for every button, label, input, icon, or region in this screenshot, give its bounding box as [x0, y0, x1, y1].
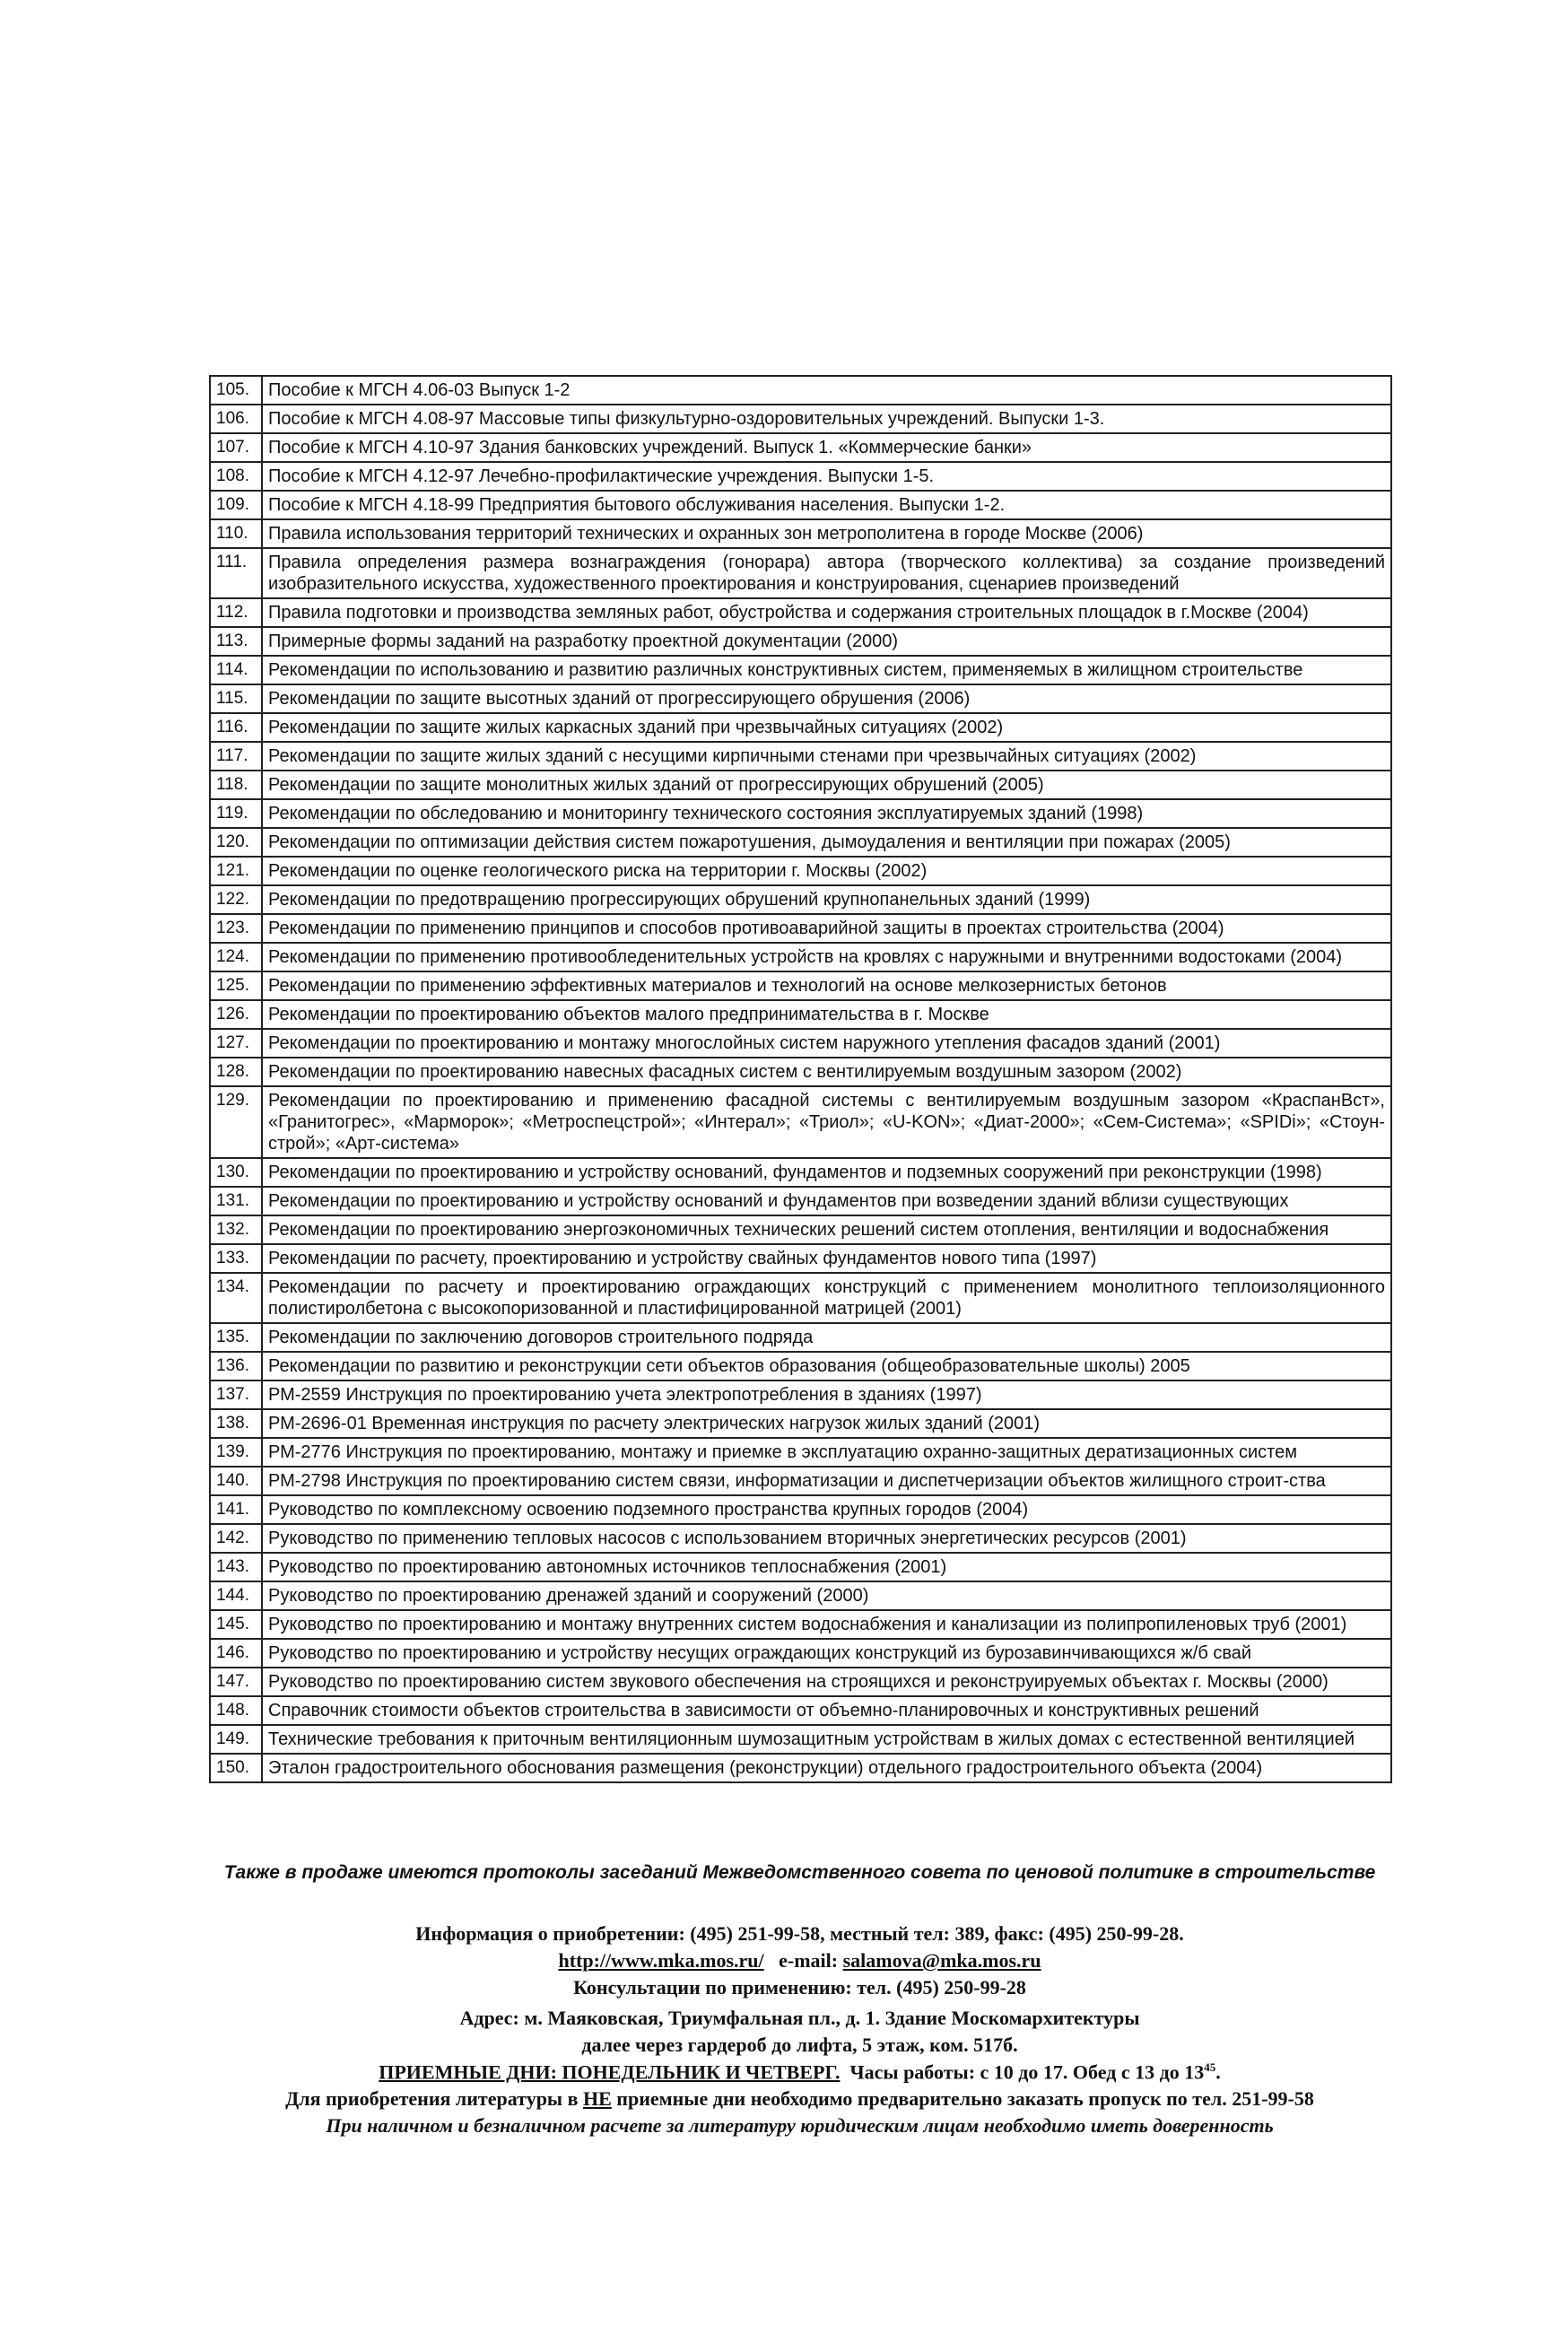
table-row — [210, 462, 1391, 491]
table-row — [210, 1610, 1391, 1639]
table-row — [210, 713, 1391, 742]
row-title: Пособие к МГСН 4.10-97 Здания банковских учреждений. Выпуск 1. «Коммерческие банки» — [262, 433, 1391, 462]
table-row — [210, 1524, 1391, 1553]
row-title: Руководство по проектированию систем звукового обеспечения на строящихся и реконструируемых объектах г. Москвы (2000) — [262, 1668, 1391, 1696]
table-row — [210, 1696, 1391, 1725]
row-title: Руководство по проектированию и монтажу внутренних систем водоснабжения и канализации из полипропиленовых труб (2001) — [262, 1610, 1391, 1639]
table-row — [210, 914, 1391, 943]
row-title: Рекомендации по проектированию энергоэкономичных технических решений систем отопления, вентиляции и водоснабжения — [262, 1215, 1391, 1244]
table-row — [210, 1553, 1391, 1581]
row-title: Руководство по проектированию и устройству несущих ограждающих конструкций из бурозавинчивающихся ж/б свай — [262, 1639, 1391, 1668]
row-title: Руководство по комплексному освоению подземного пространства крупных городов (2004) — [262, 1495, 1391, 1524]
row-number: 132. — [210, 1215, 262, 1244]
table-row — [210, 1495, 1391, 1524]
row-title: Рекомендации по защите жилых зданий с несущими кирпичными стенами при чрезвычайных ситуациях (2002) — [262, 742, 1391, 771]
row-title: Рекомендации по предотвращению прогрессирующих обрушений крупнопанельных зданий (1999) — [262, 885, 1391, 914]
row-title: Пособие к МГСН 4.12-97 Лечебно-профилактические учреждения. Выпуски 1-5. — [262, 462, 1391, 491]
row-number: 143. — [210, 1553, 262, 1581]
row-title: Рекомендации по применению эффективных материалов и технологий на основе мелкозернистых бетонов — [262, 971, 1391, 1000]
row-title: Рекомендации по расчету, проектированию и устройству свайных фундаментов нового типа (1997) — [262, 1244, 1391, 1273]
row-number: 105. — [210, 376, 262, 405]
row-title: Рекомендации по заключению договоров строительного подряда — [262, 1323, 1391, 1352]
table-row — [210, 1029, 1391, 1058]
table-row — [210, 627, 1391, 656]
row-number: 122. — [210, 885, 262, 914]
row-title: Рекомендации по защите монолитных жилых зданий от прогрессирующих обрушений (2005) — [262, 771, 1391, 799]
table-row — [210, 376, 1391, 405]
website-link[interactable]: http://www.mka.mos.ru/ — [558, 1949, 764, 1972]
hours-minutes-sup: 45 — [1204, 2060, 1216, 2074]
row-title: Рекомендации по защите высотных зданий от прогрессирующего обрушения (2006) — [262, 684, 1391, 713]
row-title: Примерные формы заданий на разработку проектной документации (2000) — [262, 627, 1391, 656]
row-number: 113. — [210, 627, 262, 656]
row-number: 141. — [210, 1495, 262, 1524]
table-row — [210, 1668, 1391, 1696]
directions-info: далее через гардероб до лифта, 5 этаж, ком. 517б. — [581, 2034, 1018, 2056]
row-number: 129. — [210, 1086, 262, 1158]
row-number: 106. — [210, 405, 262, 433]
row-number: 133. — [210, 1244, 262, 1273]
row-number: 138. — [210, 1409, 262, 1438]
row-number: 121. — [210, 857, 262, 885]
row-title: Рекомендации по расчету и проектированию ограждающих конструкций с применением монолитного теплоизоляционного полистиролбетона с высокопоризованной и пластифицированной матрицей (2001) — [262, 1273, 1391, 1323]
row-title: Рекомендации по использованию и развитию различных конструктивных систем, применяемых в жилищном строительстве — [262, 656, 1391, 684]
row-number: 128. — [210, 1058, 262, 1086]
row-title: Рекомендации по проектированию и устройству оснований, фундаментов и подземных сооружений при реконструкции (1998) — [262, 1158, 1391, 1187]
row-number: 130. — [210, 1158, 262, 1187]
row-number: 134. — [210, 1273, 262, 1323]
row-number: 117. — [210, 742, 262, 771]
table-row — [210, 1467, 1391, 1495]
row-number: 150. — [210, 1754, 262, 1782]
table-row — [210, 1639, 1391, 1668]
address-info: Адрес: м. Маяковская, Триумфальная пл., д. 1. Здание Москомархитектуры — [459, 2007, 1140, 2029]
reception-days: ПРИЕМНЫЕ ДНИ: ПОНЕДЕЛЬНИК И ЧЕТВЕРГ. — [379, 2060, 841, 2084]
table-row — [210, 1725, 1391, 1754]
row-title: Рекомендации по проектированию и применению фасадной системы с вентилируемым воздушным зазором «КраспанВст», «Гранитогрес», «Марморок»; «Метроспецстрой»; «Интерал»; «Триол»; «U-KON»; «Диат-2000»; «Сем-Система»; «SPIDi»; «Стоун-строй»; «Арт-система» — [262, 1086, 1391, 1158]
table-row — [210, 1158, 1391, 1187]
row-number: 109. — [210, 491, 262, 519]
row-number: 123. — [210, 914, 262, 943]
row-number: 142. — [210, 1524, 262, 1553]
pass-pre: Для приобретения литературы в — [285, 2087, 579, 2110]
table-row — [210, 1187, 1391, 1215]
row-title: Пособие к МГСН 4.06-03 Выпуск 1-2 — [262, 376, 1391, 405]
row-title: Рекомендации по развитию и реконструкции сети объектов образования (общеобразовательные школы) 2005 — [262, 1352, 1391, 1381]
table-row — [210, 828, 1391, 857]
row-title: Пособие к МГСН 4.18-99 Предприятия бытового обслуживания населения. Выпуски 1-2. — [262, 491, 1391, 519]
row-title: Рекомендации по применению противообледенительных устройств на кровлях с наружными и внутренними водостоками (2004) — [262, 943, 1391, 971]
row-number: 136. — [210, 1352, 262, 1381]
row-number: 137. — [210, 1381, 262, 1409]
email-label: e-mail: — [779, 1949, 839, 1972]
also-on-sale-note: Также в продаже имеются протоколы заседаний Межведомственного совета по ценовой политике в строительстве — [223, 1862, 1376, 1883]
table-row — [210, 519, 1391, 548]
table-row — [210, 857, 1391, 885]
row-title: Руководство по применению тепловых насосов с использованием вторичных энергетических ресурсов (2001) — [262, 1524, 1391, 1553]
row-title: РМ-2776 Инструкция по проектированию, монтажу и приемке в эксплуатацию охранно-защитных дератизационных систем — [262, 1438, 1391, 1467]
pass-order-info — [179, 2087, 1420, 2111]
row-title: Рекомендации по проектированию и монтажу многослойных систем наружного утепления фасадов зданий (2001) — [262, 1029, 1391, 1058]
table-row — [210, 1058, 1391, 1086]
acquisition-info: Информация о приобретении: (495) 251-99-58, местный тел: 389, факс: (495) 250-99-28. — [415, 1922, 1184, 1945]
row-title: Рекомендации по проектированию навесных фасадных систем с вентилируемым воздушным зазором (2002) — [262, 1058, 1391, 1086]
table-row — [210, 1381, 1391, 1409]
web-contacts — [179, 1949, 1420, 1973]
table-row — [210, 1754, 1391, 1782]
table-row — [210, 433, 1391, 462]
table-row — [210, 491, 1391, 519]
row-title: Рекомендации по проектированию объектов малого предпринимательства в г. Москве — [262, 1000, 1391, 1029]
hours-text: Часы работы: с 10 до 17. Обед с 13 до 13 — [849, 2060, 1205, 2084]
row-number: 149. — [210, 1725, 262, 1754]
table-row — [210, 656, 1391, 684]
table-row — [210, 742, 1391, 771]
row-number: 127. — [210, 1029, 262, 1058]
row-title: РМ-2798 Инструкция по проектированию систем связи, информатизации и диспетчеризации объектов жилищного строит-ства — [262, 1467, 1391, 1495]
table-row — [210, 1215, 1391, 1244]
consultation-info: Консультации по применению: тел. (495) 250-99-28 — [573, 1976, 1026, 1999]
row-title: Правила определения размера вознаграждения (гонорара) автора (творческого коллектива) за создание произведений изобразительного искусства, художественного проектирования и конструирования, сценариев произведений — [262, 548, 1391, 598]
row-number: 144. — [210, 1581, 262, 1610]
table-row — [210, 548, 1391, 598]
row-number: 135. — [210, 1323, 262, 1352]
table-row — [210, 684, 1391, 713]
row-number: 112. — [210, 598, 262, 627]
row-number: 140. — [210, 1467, 262, 1495]
row-title: РМ-2559 Инструкция по проектированию учета электропотребления в зданиях (1997) — [262, 1381, 1391, 1409]
publications-table-body — [210, 376, 1391, 1782]
row-number: 131. — [210, 1187, 262, 1215]
row-number: 115. — [210, 684, 262, 713]
row-number: 139. — [210, 1438, 262, 1467]
row-title: Справочник стоимости объектов строительства в зависимости от объемно-планировочных и конструктивных решений — [262, 1696, 1391, 1725]
table-row — [210, 1086, 1391, 1158]
table-row — [210, 799, 1391, 828]
row-number: 107. — [210, 433, 262, 462]
email-link[interactable]: salamova@mka.mos.ru — [842, 1949, 1041, 1972]
pass-not: НЕ — [582, 2087, 612, 2110]
row-number: 147. — [210, 1668, 262, 1696]
table-row — [210, 1409, 1391, 1438]
row-number: 124. — [210, 943, 262, 971]
table-row — [210, 1323, 1391, 1352]
row-title: Технические требования к приточным вентиляционным шумозащитным устройствам в жилых домах с естественной вентиляцией — [262, 1725, 1391, 1754]
table-row — [210, 1000, 1391, 1029]
row-number: 148. — [210, 1696, 262, 1725]
table-row — [210, 885, 1391, 914]
hours-end: . — [1215, 2060, 1221, 2084]
table-row — [210, 943, 1391, 971]
row-number: 111. — [210, 548, 262, 598]
pass-post: приемные дни необходимо предварительно заказать пропуск по тел. 251-99-58 — [616, 2087, 1314, 2110]
power-of-attorney-note: При наличном и безналичном расчете за литературу юридическим лицам необходимо иметь доверенность — [326, 2114, 1274, 2137]
row-title: Руководство по проектированию дренажей зданий и сооружений (2000) — [262, 1581, 1391, 1610]
table-row — [210, 1273, 1391, 1323]
row-number: 110. — [210, 519, 262, 548]
row-title: Рекомендации по оптимизации действия систем пожаротушения, дымоудаления и вентиляции при пожарах (2005) — [262, 828, 1391, 857]
row-title: Пособие к МГСН 4.08-97 Массовые типы физкультурно-оздоровительных учреждений. Выпуски 1-3. — [262, 405, 1391, 433]
table-row — [210, 1581, 1391, 1610]
table-row — [210, 1244, 1391, 1273]
table-row — [210, 598, 1391, 627]
row-number: 118. — [210, 771, 262, 799]
row-number: 120. — [210, 828, 262, 857]
row-number: 116. — [210, 713, 262, 742]
row-number: 126. — [210, 1000, 262, 1029]
row-number: 145. — [210, 1610, 262, 1639]
row-title: Правила подготовки и производства земляных работ, обустройства и содержания строительных площадок в г.Москве (2004) — [262, 598, 1391, 627]
row-title: Рекомендации по обследованию и мониторингу технического состояния эксплуатируемых зданий (1998) — [262, 799, 1391, 828]
row-number: 119. — [210, 799, 262, 828]
table-row — [210, 1352, 1391, 1381]
row-title: Руководство по проектированию автономных источников теплоснабжения (2001) — [262, 1553, 1391, 1581]
row-title: Правила использования территорий технических и охранных зон метрополитена в городе Москве (2006) — [262, 519, 1391, 548]
table-row — [210, 971, 1391, 1000]
row-title: Рекомендации по защите жилых каркасных зданий при чрезвычайных ситуациях (2002) — [262, 713, 1391, 742]
publications-table — [209, 375, 1392, 1783]
row-title: Рекомендации по оценке геологического риска на территории г. Москвы (2002) — [262, 857, 1391, 885]
row-number: 125. — [210, 971, 262, 1000]
table-row — [210, 1438, 1391, 1467]
table-row — [210, 405, 1391, 433]
working-hours — [179, 2060, 1420, 2084]
row-number: 146. — [210, 1639, 262, 1668]
row-title: РМ-2696-01 Временная инструкция по расчету электрических нагрузок жилых зданий (2001) — [262, 1409, 1391, 1438]
row-title: Рекомендации по проектированию и устройству оснований и фундаментов при возведении зданий вблизи существующих — [262, 1187, 1391, 1215]
row-title: Рекомендации по применению принципов и способов противоаварийной защиты в проектах строительства (2004) — [262, 914, 1391, 943]
table-row — [210, 771, 1391, 799]
row-number: 114. — [210, 656, 262, 684]
row-number: 108. — [210, 462, 262, 491]
row-title: Эталон градостроительного обоснования размещения (реконструкции) отдельного градостроительного объекта (2004) — [262, 1754, 1391, 1782]
